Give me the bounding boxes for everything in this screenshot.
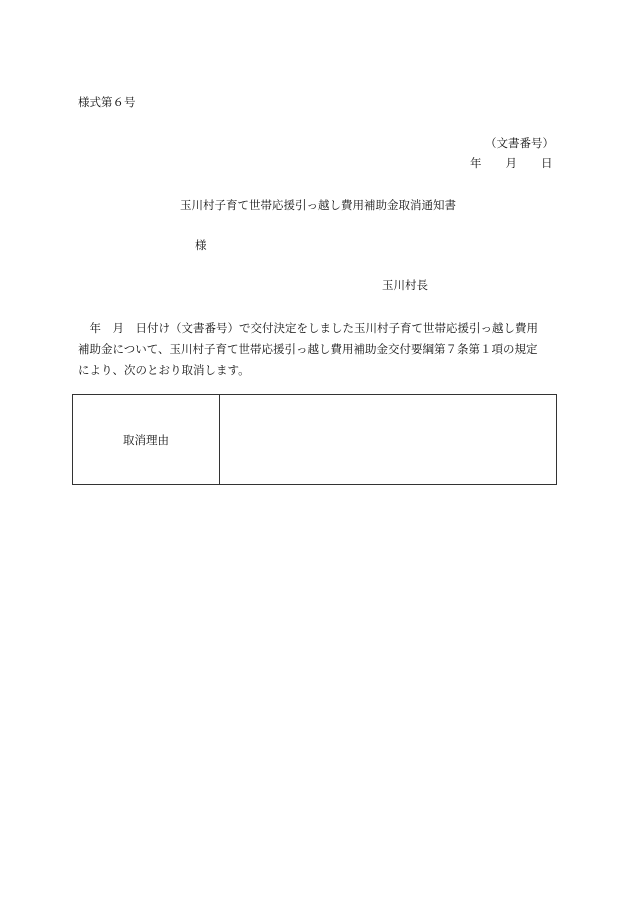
addressee: 様 [195, 238, 207, 252]
document-title: 玉川村子育て世帯応援引っ越し費用補助金取消通知書 [180, 198, 456, 212]
date-year: 年 [470, 156, 482, 170]
issuer: 玉川村長 [382, 278, 428, 292]
body-line: 年 月 日付け（文書番号）で交付決定をしました玉川村子育て世帯応援引っ越し費用 [78, 321, 538, 335]
form-number: 様式第６号 [78, 95, 136, 109]
body-line: により、次のとおり取消します。 [78, 363, 250, 377]
body-text [78, 318, 556, 381]
document-number: （文書番号） [485, 136, 554, 150]
body-line: 補助金について、玉川村子育て世帯応援引っ越し費用補助金交付要綱第７条第１項の規定 [78, 342, 538, 356]
cancellation-reason-table [72, 394, 557, 485]
cancellation-reason-label: 取消理由 [73, 395, 220, 485]
date-day: 日 [541, 156, 553, 170]
date-month: 月 [505, 156, 517, 170]
date-line [470, 158, 553, 170]
cancellation-reason-value [220, 395, 557, 485]
table-row [73, 395, 557, 485]
